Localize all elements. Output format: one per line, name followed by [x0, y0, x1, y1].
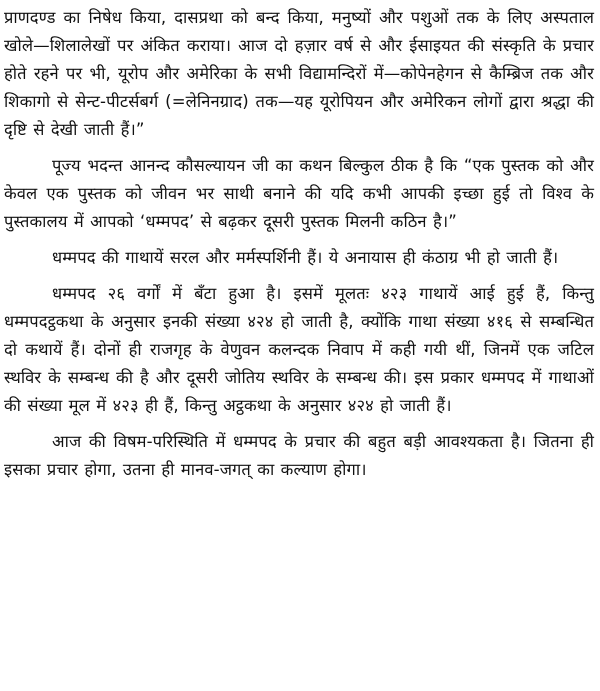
- paragraph-kausalyayan-quote: पूज्य भदन्त आनन्द कौसल्यायन जी का कथन बिल्कुल ठीक है कि “एक पुस्तक को और केवल एक पुस्तक को जीवन भर साथी बनाने की यदि कभी आपकी इच्छा हुई तो विश्व के पुस्तकालय में आपको ‘धम्मपद’ से बढ़कर दूसरी पुस्तक मिलनी कठिन है।”: [4, 156, 594, 231]
- paragraph-present-need: आज की विषम-परिस्थिति में धम्मपद के प्रचार की बहुत बड़ी आवश्यकता है। जितना ही इसका प्रचार होगा, उतना ही मानव-जगत् का कल्याण होगा।: [4, 432, 594, 479]
- paragraph-vargas-count: धम्मपद २६ वर्गों में बँटा हुआ है। इसमें मूलतः ४२३ गाथायें आई हुई हैं, किन्तु धम्मपदट्ठकथा के अनुसार इनकी संख्या ४२४ हो जाती है, क्योंकि गाथा संख्या ४१६ से सम्बन्धित दो कथायें हैं। दोनों ही राजगृह के वेणुवन कलन्दक निवाप में कही गयी थीं, जिनमें एक जटिल स्थविर के सम्बन्ध की है और दूसरी जोतिय स्थविर के सम्बन्ध की। इस प्रकार धम्मपद में गाथाओं की संख्या मूल में ४२३ ही हैं, किन्तु अट्ठकथा के अनुसार ४२४ हो जाती हैं।: [4, 284, 594, 415]
- paragraph-quote-end: प्राणदण्ड का निषेध किया, दासप्रथा को बन्द किया, मनुष्यों और पशुओं तक के लिए अस्पताल खोले—शिलालेखों पर अंकित कराया। आज दो हज़ार वर्ष से और ईसाइयत की संस्कृति के प्रचार होते रहने पर भी, यूरोप और अमेरिका के सभी विद्यामन्दिरों में—कोपेनहेगन से कैम्ब्रिज तक और शिकागो से सेन्ट-पीटर्सबर्ग (=लेनिनग्राद) तक—यह यूरोपियन और अमेरिकन लोगों द्वारा श्रद्धा की दृष्टि से देखी जाती हैं।”: [4, 8, 594, 139]
- paragraph-gathas-simple: धम्मपद की गाथायें सरल और मर्मस्पर्शिनी हैं। ये अनायास ही कंठाग्र भी हो जाती हैं।: [52, 248, 559, 267]
